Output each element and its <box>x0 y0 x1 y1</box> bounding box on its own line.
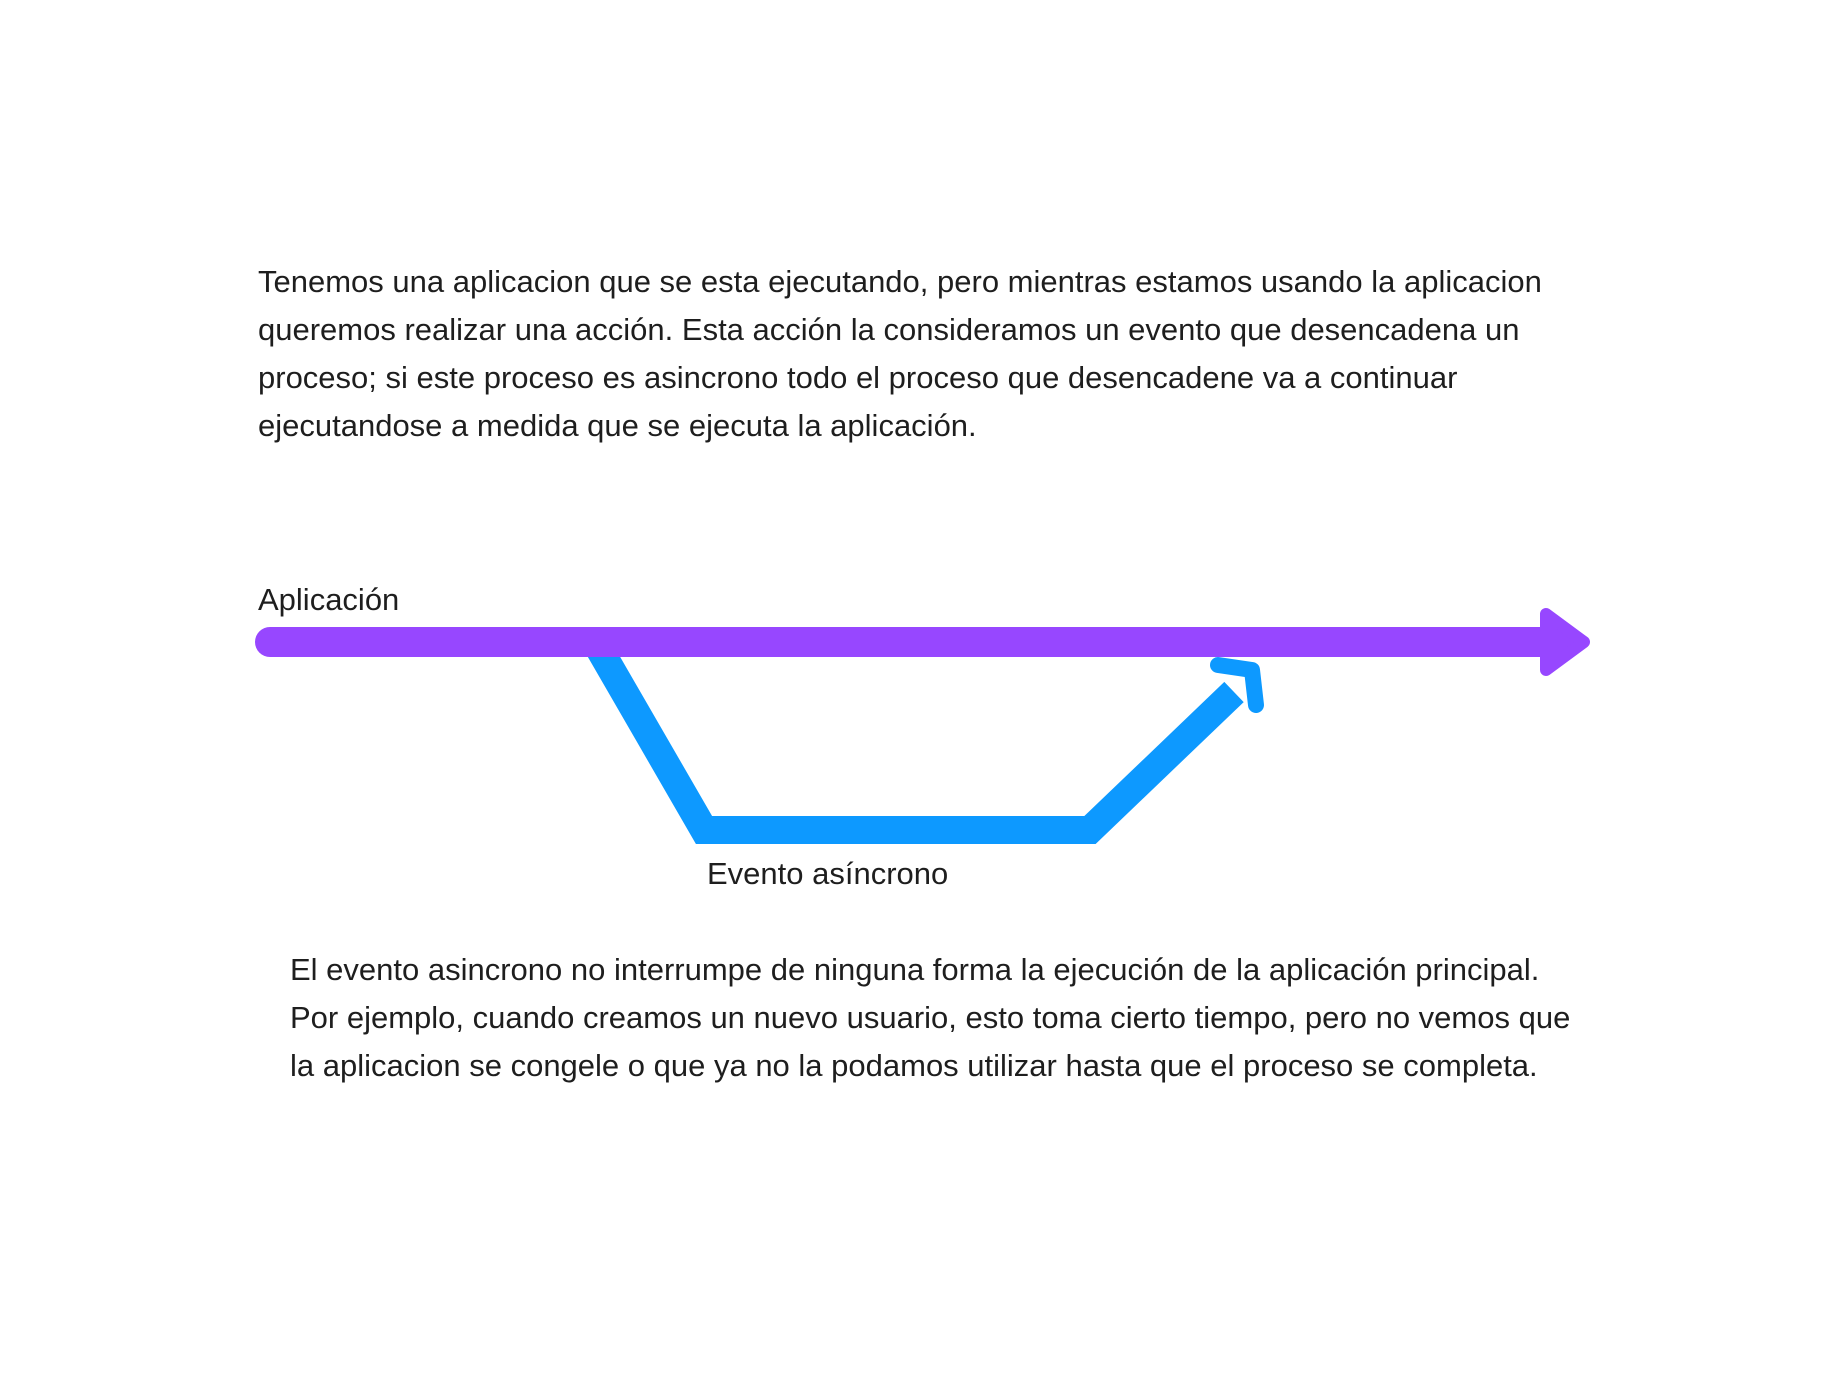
async-event-arrow <box>600 650 1256 830</box>
outro-paragraph: El evento asincrono no interrumpe de ninguna forma la ejecución de la aplicación principal. Por ejemplo, cuando creamos un nuevo usuario, esto toma cierto tiempo, pero no vemos que la aplicacion se congele o que ya no la podamos utilizar hasta que el proceso se completa. <box>290 952 1571 1083</box>
intro-paragraph: Tenemos una aplicacion que se esta ejecutando, pero mientras estamos usando la aplicacion queremos realizar una acción. Esta acción la consideramos un evento que desencadena un proceso; si este proceso es asincrono todo el proceso que desencadene va a continuar ejecutandose a medida que se ejecuta la aplicación. <box>258 264 1542 443</box>
async-event-path <box>600 650 1234 830</box>
application-label: Aplicación <box>258 582 400 617</box>
async-event-label: Evento asíncrono <box>707 856 949 891</box>
application-timeline-arrowhead <box>1546 614 1584 670</box>
application-timeline-arrow <box>270 614 1584 670</box>
async-event-arrowhead <box>1218 665 1256 705</box>
